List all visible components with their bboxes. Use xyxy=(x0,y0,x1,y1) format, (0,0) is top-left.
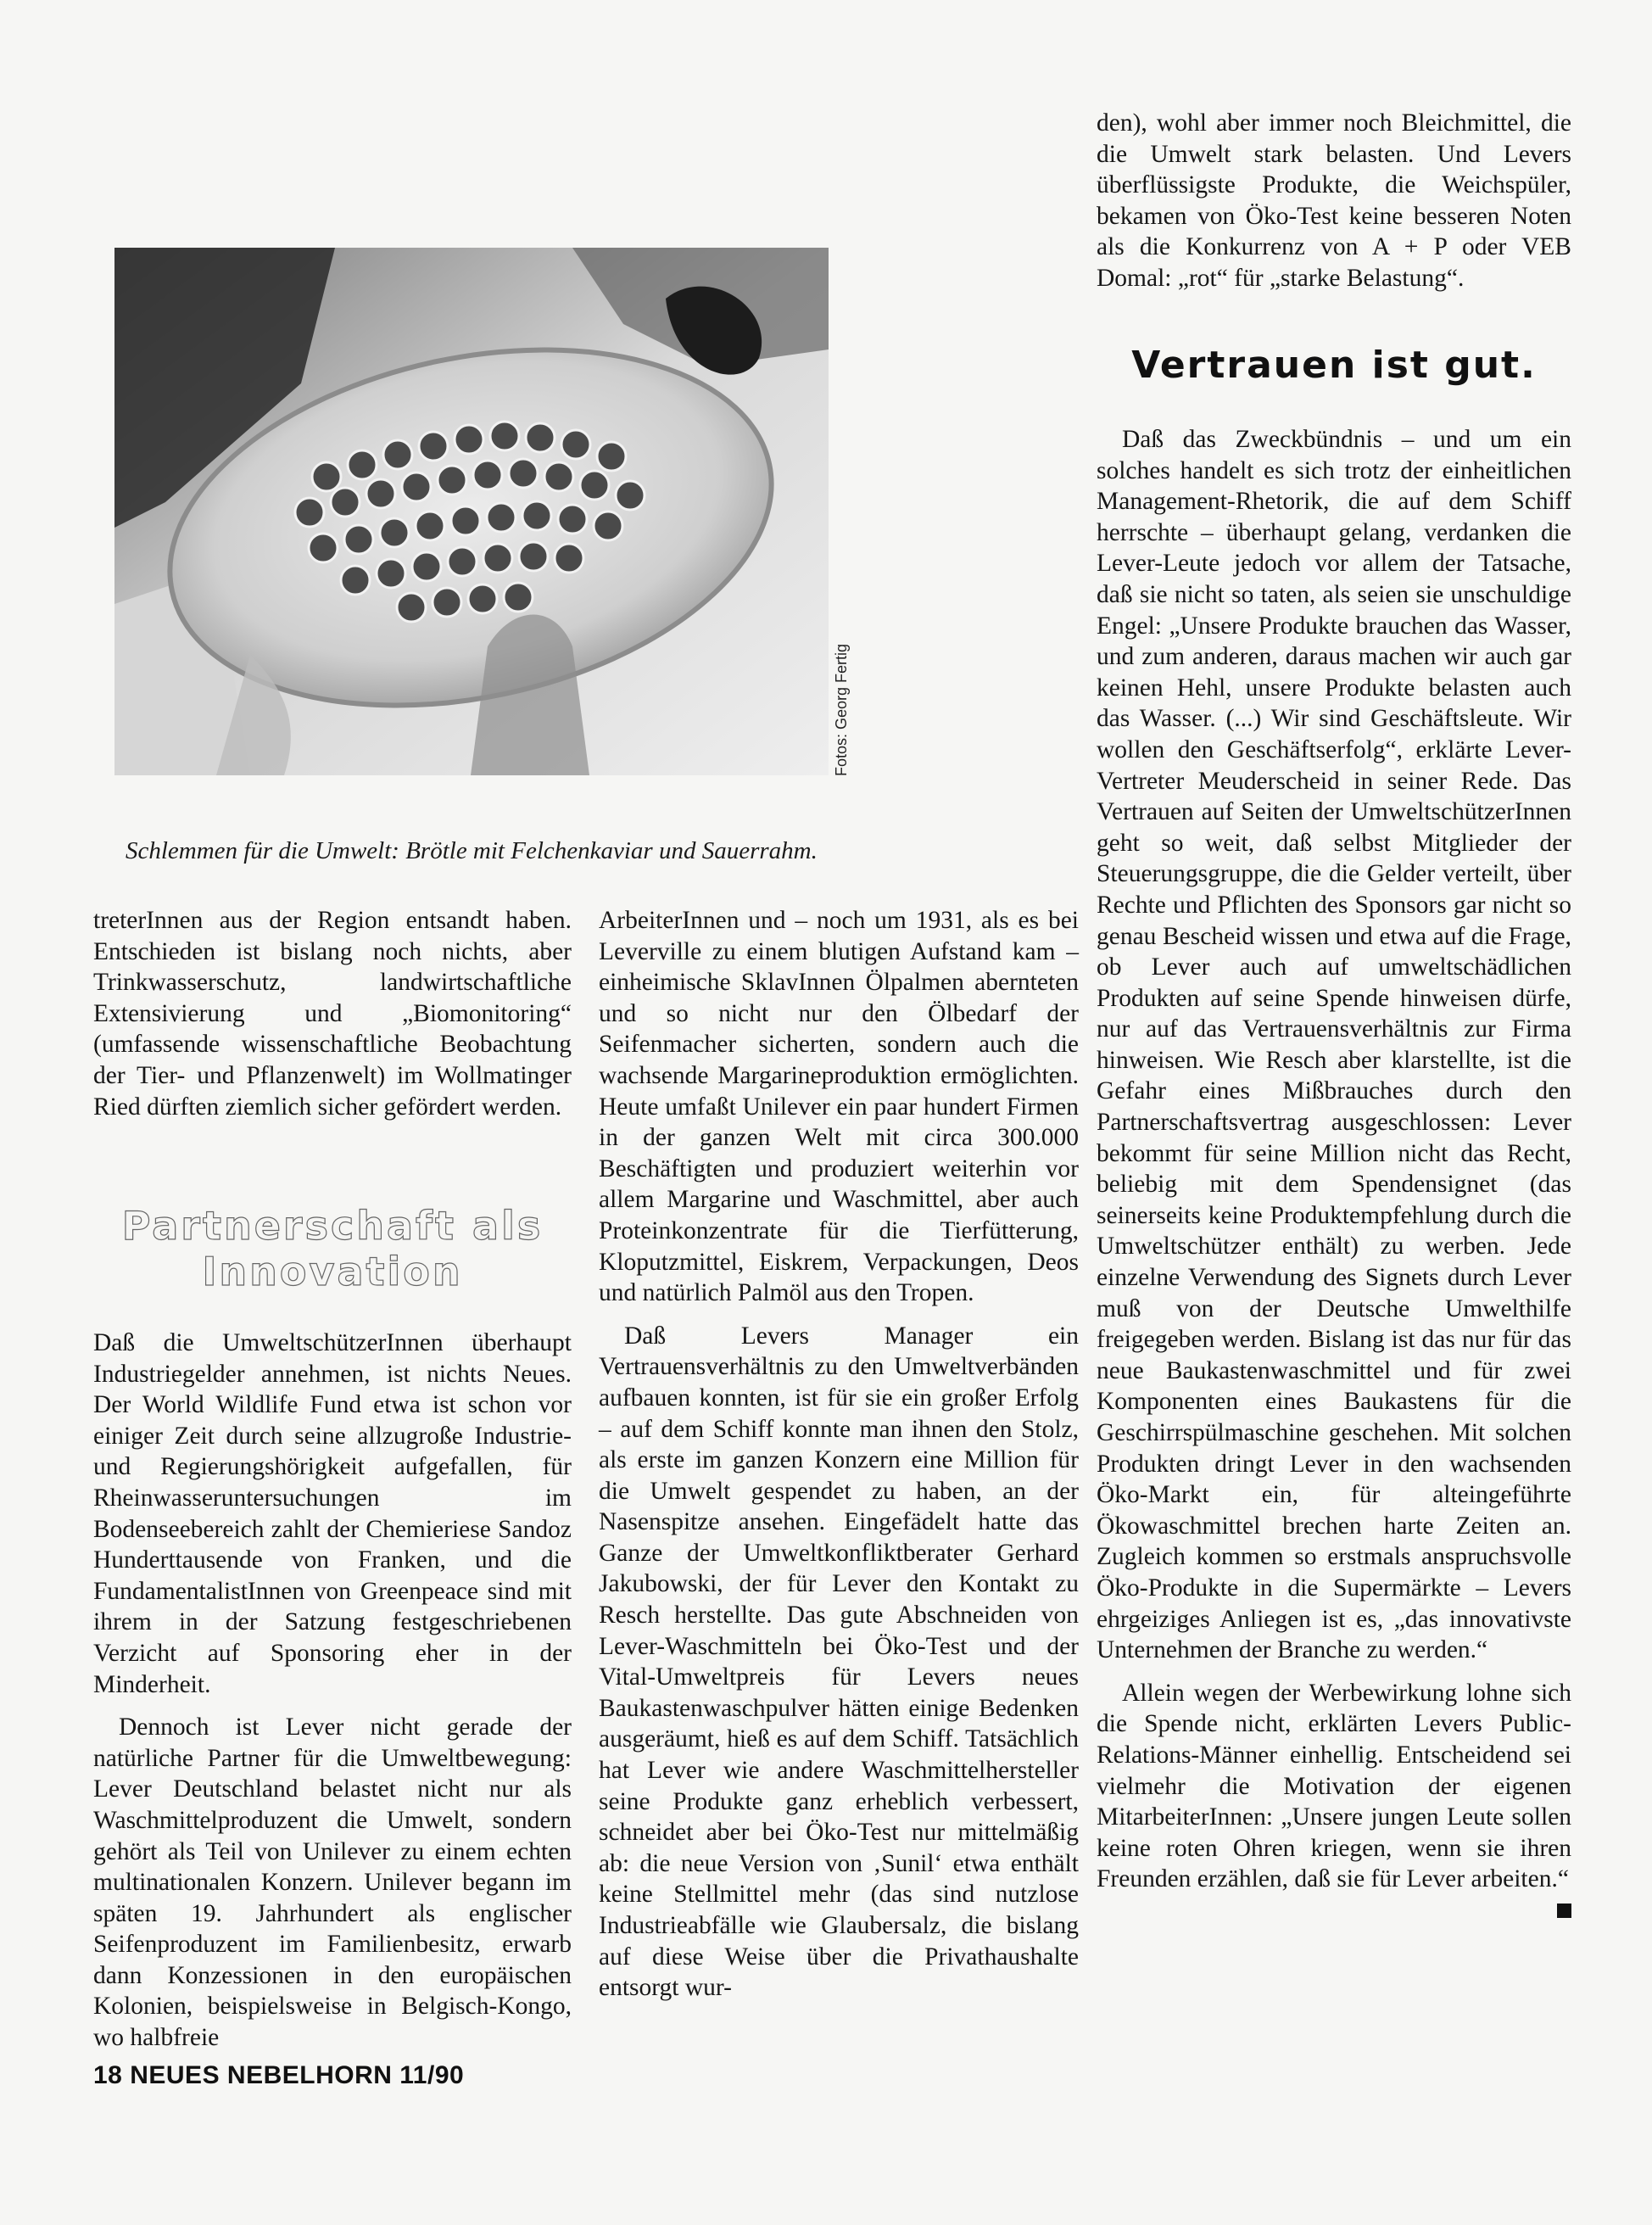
paragraph: Dennoch ist Lever nicht gerade der natürliche Partner für die Umweltbewegung: Lever Deutschland belastet nicht nur als Waschmittelproduzent die Umwelt, sondern gehört als Teil von Unilever zu einem echten multinationalen Konzern. Unilever begann im späten 19. Jahrhundert als englischer Seifenproduzent im Familienbesitz, erwarb dann Konzessionen in den europäischen Kolonien, beispielsweise in Belgisch-Kongo, wo halbfreie xyxy=(93,1713,572,2052)
page-footer xyxy=(93,2061,464,2090)
heading-line: Innovation xyxy=(202,1249,463,1294)
page-number: 18 xyxy=(93,2061,123,2089)
section-heading-partnerschaft xyxy=(93,1203,572,1294)
paragraph: Daß die UmweltschützerInnen überhaupt Industriegelder annehmen, ist nichts Neues. Der World Wildlife Fund etwa ist schon vor einiger Zeit durch seine allzugroße Industrie- und Regierungshörigkeit aufgefallen, für Rheinwasseruntersuchungen im Bodenseebereich zahlt der Chemieriese Sandoz Hunderttausende von Franken, und die FundamentalistInnen von Greenpeace sind mit ihrem in der Satzung festgeschriebenen Verzicht auf Sponsoring eher in der Minderheit. xyxy=(93,1329,572,1698)
paragraph: treterInnen aus der Region entsandt haben. Entschieden ist bislang noch nichts, aber Trinkwasserschutz, landwirtschaftliche Extensivierung und „Biomonitoring“ (umfassende wissenschaftliche Beobachtung der Tier- und Pflanzenwelt) im Wollmatinger Ried dürften ziemlich sicher gefördert werden. xyxy=(93,907,572,1121)
paragraph: Daß Levers Manager ein Vertrauensverhältnis zu den Umweltverbänden aufbauen konnten, ist für sie ein großer Erfolg – auf dem Schiff konnte man ihnen den Stolz, als erste im ganzen Konzern eine Million für die Umwelt gespendet zu haben, an der Nasenspitze ansehen. Eingefädelt hatte das Ganze der Umweltkonfliktberater Gerhard Jakubowski, der für Lever den Kontakt zu Resch herstellte. Das gute Abschneiden von Lever-Waschmitteln bei Öko-Test und der Vital-Umweltpreis für Levers neues Baukastenwaschpulver hätten einige Bedenken ausgeräumt, hieß es auf dem Schiff. Tatsächlich hat Lever wie andere Waschmittelhersteller seine Produkte ganz erheblich verbessert, schneidet aber bei Öko-Test nur mittelmäßig ab: die neue Version von ‚Sunil‘ etwa enthält keine Stellmittel mehr (das sind nutzlose Industrieabfälle wie Glaubersalz, die bislang auf diese Weise über die Privathaushalte entsorgt wur- xyxy=(599,1322,1079,2002)
paragraph: ArbeiterInnen und – noch um 1931, als es bei Leverville zu einem blutigen Aufstand kam – einheimische SklavInnen Ölpalmen abernteten und so nicht nur den Ölbedarf der Seifenmacher sicherten, sondern auch die wachsende Margarineproduktion ermöglichten. Heute umfaßt Unilever ein paar hundert Firmen in der ganzen Welt mit circa 300.000 Beschäftigten und produziert weiterhin vor allem Margarine und Waschmittel, aber auch Proteinkonzentrate für die Tierfütterung, Kloputzmittel, Eiskrem, Verpackungen, Deos und natürlich Palmöl aus den Tropen. xyxy=(599,907,1079,1307)
photo-credit: Fotos: Georg Fertig xyxy=(833,643,850,776)
column-right xyxy=(1097,424,1571,1918)
section-heading-vertrauen: Vertrauen ist gut. xyxy=(1131,344,1537,387)
paragraph: Daß das Zweckbündnis – und um ein solches handelt es sich trotz der einheitlichen Management-Rhetorik, die auf dem Schiff herrschte – überhaupt gelang, verdanken die Lever-Leute jedoch vor allem der Tatsache, daß sie nicht so taten, als seien sie unschuldige Engel: „Unsere Produkte brauchen das Wasser, und zum anderen, daraus machen wir auch gar keinen Hehl, unsere Produkte belasten auch das Wasser. (...) Wir sind Geschäftsleute. Wir wollen den Geschäftserfolg“, erklärte Lever-Vertreter Meuderscheid in seiner Rede. Das Vertrauen auf Seiten der UmweltschützerInnen geht so weit, daß selbst Mitglieder der Steuerungsgruppe, die die Gelder verteilt, über Rechte und Pflichten des Sponsors gar nicht so genau Bescheid wissen und etwa auf die Frage, ob Lever auch auf umweltschädlichen Produkten auf seine Spende hinweisen dürfe, nur auf das Vertrauensverhältnis zur Firma hinweisen. Wie Resch aber klarstellte, ist die Gefahr eines Mißbrauches durch den Partnerschaftsvertrag ausgeschlossen: Lever bekommt für seine Million nicht das Recht, beliebig mit dem Spendensignet (das seinerseits keine Produktempfehlung durch die Umweltschützer enthält) zu werben. Jede einzelne Verwendung des Signets durch Lever muß von der Deutsche Umwelthilfe freigegeben werden. Bislang ist das nur für das neue Baukastenwaschmittel und für zwei Komponenten eines Baukastens für die Geschirrspülmaschine geschehen. Mit solchen Produkten dringt Lever in den wachsenden Öko-Markt ein, für alteingeführte Ökowaschmittel brechen harte Zeiten an. Zugleich kommen so erstmals anspruchsvolle Öko-Produkte in die Supermärkte – Levers ehrgeiziges Anliegen ist es, „das innovativste Unternehmen der Branche zu werden.“ xyxy=(1097,426,1571,1664)
column-right-top xyxy=(1097,108,1571,294)
paragraph-final xyxy=(1097,1678,1571,1895)
column-left-lower xyxy=(93,1328,572,2054)
paragraph: den), wohl aber immer noch Bleichmittel, die die Umwelt stark belasten. Und Levers überflüssigste Produkte, die Weichspüler, bekamen von Öko-Test keine besseren Noten als die Konkurrenz von A + P oder VEB Domal: „rot“ für „starke Belastung“. xyxy=(1097,109,1571,292)
magazine-name: NEUES NEBELHORN xyxy=(130,2061,393,2089)
heading-line: Partnerschaft als xyxy=(121,1203,544,1249)
end-mark-icon xyxy=(1557,1904,1571,1918)
issue-number: 11/90 xyxy=(399,2061,465,2089)
photo-illustration xyxy=(114,248,829,775)
paragraph-text: Allein wegen der Werbewirkung lohne sich die Spende nicht, erklärten Levers Public-Relations-Männer einhellig. Entscheidend sei vielmehr die Motivation der eigenen MitarbeiterInnen: „Unsere jungen Leute sollen keine roten Ohren kriegen, wenn sie ihren Freunden erzählen, daß sie für Lever arbeiten.“ xyxy=(1097,1679,1571,1893)
photo-caption: Schlemmen für die Umwelt: Brötle mit Felchenkaviar und Sauerrahm. xyxy=(126,837,818,864)
article-photo xyxy=(114,248,829,775)
column-middle xyxy=(599,905,1079,2004)
column-left xyxy=(93,905,572,1122)
